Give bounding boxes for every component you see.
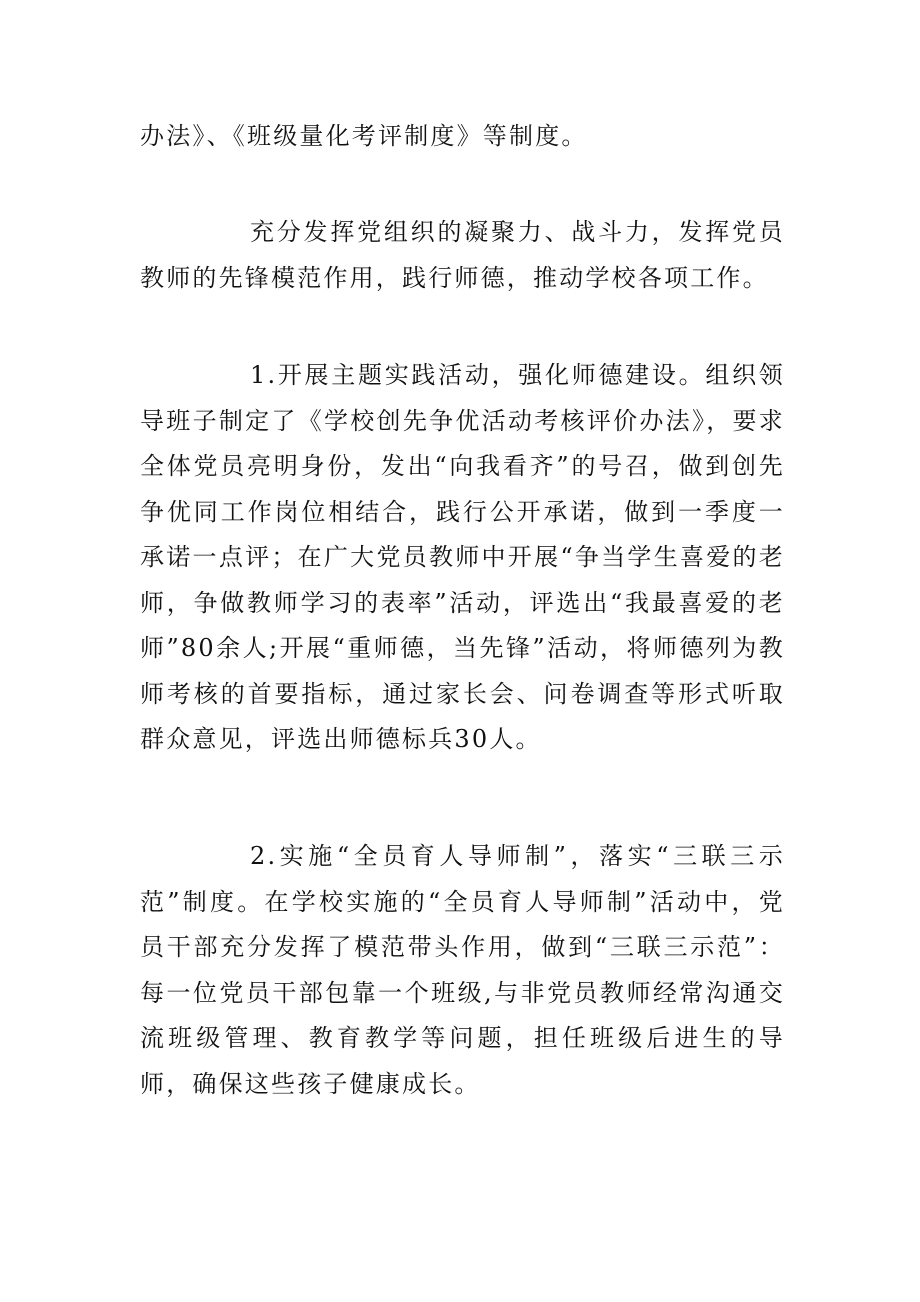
paragraph-party-role: 充分发挥党组织的凝聚力、战斗力，发挥党员教师的先锋模范作用，践行师德，推动学校各项工作。 bbox=[140, 218, 785, 292]
paragraph-item-1: 1.开展主题实践活动，强化师德建设。组织领导班子制定了《学校创先争优活动考核评价办法》，要求全体党员亮明身份，发出“向我看齐”的号召，做到创先争优同工作岗位相结合，践行公开承诺，做到一季度一承诺一点评；在广大党员教师中开展“争当学生喜爱的老师，争做教师学习的表率”活动，评选出“我最喜爱的老师”80余人;开展“重师德，当先锋”活动，将师德列为教师考核的首要指标，通过家长会、问卷调查等形式听取群众意见，评选出师德标兵30人。 bbox=[140, 361, 785, 753]
paragraph-continuation: 办法》、《班级量化考评制度》等制度。 bbox=[140, 122, 588, 150]
paragraph-item-2: 2.实施“全员育人导师制”，落实“三联三示范”制度。在学校实施的“全员育人导师制”活动中，党员干部充分发挥了模范带头作用，做到“三联三示范”：每一位党员干部包靠一个班级,与非党员教师经常沟通交流班级管理、教育教学等问题，担任班级后进生的导师，确保这些孩子健康成长。 bbox=[140, 842, 785, 1098]
